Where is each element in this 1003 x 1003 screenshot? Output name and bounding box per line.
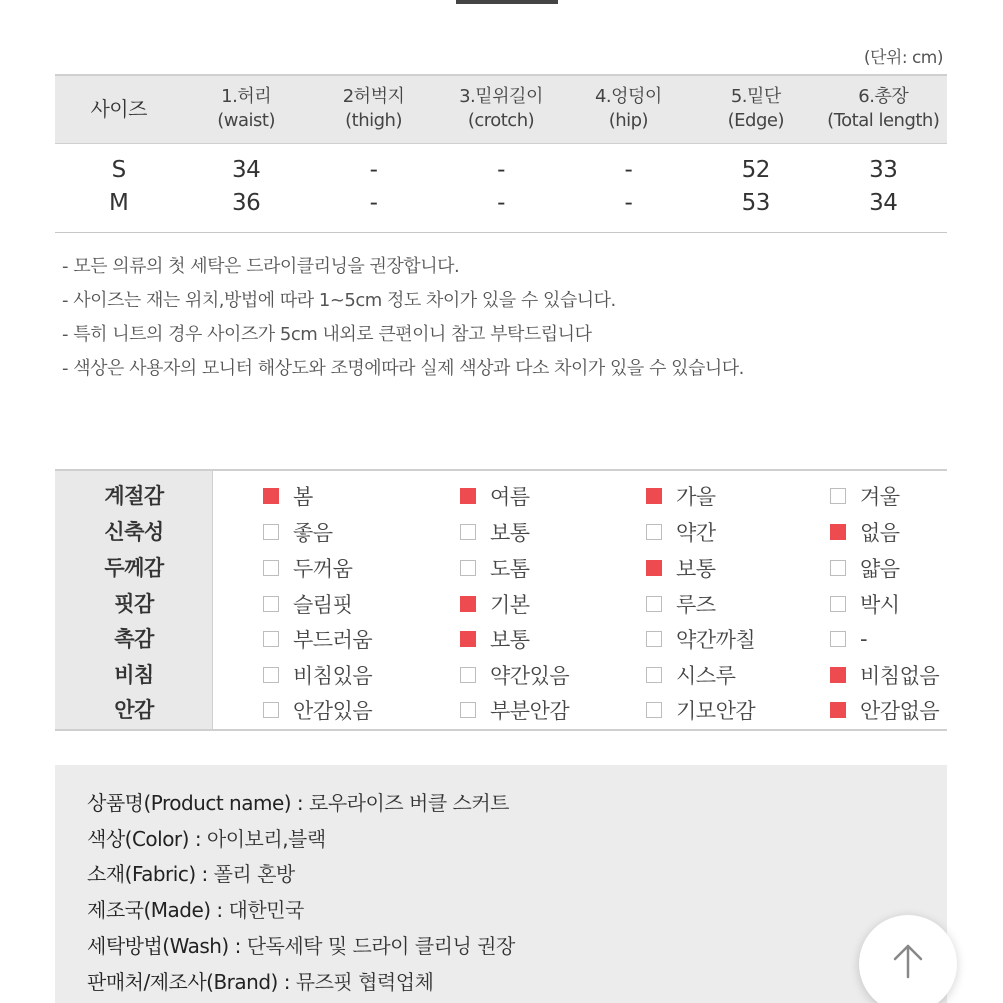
note-item: - 모든 의류의 첫 세탁은 드라이클리닝을 권장합니다. <box>62 256 460 277</box>
unchecked-box-icon <box>646 667 662 683</box>
header-hip: 4.엉덩이 (hip) <box>565 75 692 143</box>
attribute-row <box>55 621 947 657</box>
header-waist: 1.허리 (waist) <box>182 75 309 143</box>
attribute-row <box>55 514 947 550</box>
checked-box-icon <box>830 702 846 718</box>
arrow-up-icon <box>892 943 924 979</box>
attribute-label: 안감 <box>114 698 154 722</box>
attribute-option <box>646 478 716 514</box>
unchecked-box-icon <box>830 560 846 576</box>
attribute-option-label: 도톰 <box>490 557 530 581</box>
unchecked-box-icon <box>830 488 846 504</box>
crotch-cell: - <box>437 187 564 233</box>
attribute-option <box>460 586 530 622</box>
waist-cell: 34 <box>231 156 261 183</box>
attribute-option <box>263 692 372 728</box>
header-thigh: 2허벅지 (thigh) <box>310 75 437 143</box>
checked-box-icon <box>263 488 279 504</box>
attribute-option-label: 좋음 <box>293 521 333 545</box>
attribute-option <box>263 550 352 586</box>
attribute-grid <box>55 469 947 731</box>
scroll-to-top-button[interactable] <box>859 915 957 1003</box>
attribute-row <box>55 586 947 622</box>
attribute-label: 촉감 <box>114 627 154 651</box>
table-row <box>55 143 947 187</box>
attribute-option-label: 루즈 <box>676 593 716 617</box>
attribute-row <box>55 478 947 514</box>
attribute-option-label: 겨울 <box>860 485 900 509</box>
unchecked-box-icon <box>830 596 846 612</box>
unchecked-box-icon <box>263 560 279 576</box>
unchecked-box-icon <box>460 560 476 576</box>
attribute-option <box>830 550 900 586</box>
attribute-option <box>460 657 569 693</box>
attribute-option <box>460 514 530 550</box>
attribute-label: 계절감 <box>104 484 164 508</box>
note-item: - 특히 니트의 경우 사이즈가 5cm 내외로 큰편이니 참고 부탁드립니다 <box>62 324 592 345</box>
unit-label: (단위: cm) <box>863 48 943 68</box>
attribute-option-label: 보통 <box>676 557 716 581</box>
attribute-option <box>830 621 867 657</box>
attribute-label: 신축성 <box>104 520 164 544</box>
attribute-option <box>646 550 716 586</box>
attribute-option <box>646 621 755 657</box>
checked-box-icon <box>830 667 846 683</box>
unchecked-box-icon <box>646 596 662 612</box>
attribute-option <box>646 692 755 728</box>
checked-box-icon <box>830 524 846 540</box>
attribute-option-label: 시스루 <box>676 664 736 688</box>
attribute-option <box>263 478 313 514</box>
attribute-option <box>460 621 530 657</box>
unchecked-box-icon <box>263 667 279 683</box>
attribute-option <box>646 514 716 550</box>
unchecked-box-icon <box>646 702 662 718</box>
attribute-option <box>460 550 530 586</box>
attribute-option-label: 여름 <box>490 485 530 509</box>
attribute-label: 핏감 <box>114 592 154 616</box>
attribute-label: 두께감 <box>104 556 164 580</box>
checked-box-icon <box>460 631 476 647</box>
attribute-row <box>55 550 947 586</box>
attribute-option <box>830 514 900 550</box>
attribute-option <box>263 621 372 657</box>
attribute-row <box>55 692 947 728</box>
unchecked-box-icon <box>263 702 279 718</box>
header-edge: 5.밑단 (Edge) <box>692 75 819 143</box>
total-length-cell: 34 <box>820 187 947 233</box>
attribute-option-label: 부드러움 <box>293 628 373 652</box>
attribute-option <box>830 478 900 514</box>
attribute-option <box>460 692 569 728</box>
size-table <box>55 74 947 233</box>
attribute-option-label: 약간있음 <box>490 664 570 688</box>
unchecked-box-icon <box>263 524 279 540</box>
info-color: 색상(Color) : 아이보리,블랙 <box>87 827 326 851</box>
attribute-option <box>263 514 333 550</box>
note-item: - 사이즈는 재는 위치,방법에 따라 1~5cm 정도 차이가 있을 수 있습니다. <box>62 290 616 311</box>
attribute-option <box>263 586 352 622</box>
unchecked-box-icon <box>460 524 476 540</box>
attribute-option-label: 안감있음 <box>293 699 373 723</box>
header-crotch: 3.밑위길이 (crotch) <box>437 75 564 143</box>
attribute-option-label: 얇음 <box>860 557 900 581</box>
attribute-option <box>646 586 716 622</box>
care-notes <box>62 250 744 386</box>
attribute-option-label: 약간까칠 <box>676 628 756 652</box>
attribute-option <box>460 478 530 514</box>
attribute-option <box>646 657 735 693</box>
info-product-name: 상품명(Product name) : 로우라이즈 버클 스커트 <box>87 791 509 815</box>
size-cell: M <box>55 187 182 233</box>
attribute-option <box>830 586 900 622</box>
attribute-option-label: - <box>860 627 868 651</box>
edge-cell: 53 <box>692 187 819 233</box>
size-table-header <box>55 75 947 143</box>
waist-cell: 36 <box>182 187 309 233</box>
unchecked-box-icon <box>460 702 476 718</box>
checked-box-icon <box>646 560 662 576</box>
header-size: 사이즈 <box>55 75 182 143</box>
note-item: - 색상은 사용자의 모니터 해상도와 조명에따라 실제 색상과 다소 차이가 있을 수 있습니다. <box>62 358 744 379</box>
unchecked-box-icon <box>263 631 279 647</box>
hip-cell: - <box>624 156 633 183</box>
top-divider <box>456 0 558 4</box>
attribute-option-label: 슬림핏 <box>293 593 353 617</box>
size-cell: S <box>111 156 126 183</box>
attribute-label: 비침 <box>114 663 154 687</box>
thigh-cell: - <box>310 187 437 233</box>
attribute-option-label: 비침없음 <box>860 664 940 688</box>
attribute-option-label: 가을 <box>676 485 716 509</box>
attribute-option-label: 보통 <box>490 521 530 545</box>
unchecked-box-icon <box>646 631 662 647</box>
info-brand: 판매처/제조사(Brand) : 뮤즈핏 협력업체 <box>87 970 434 994</box>
info-fabric: 소재(Fabric) : 폴리 혼방 <box>87 862 295 886</box>
checked-box-icon <box>460 596 476 612</box>
info-wash: 세탁방법(Wash) : 단독세탁 및 드라이 클리닝 권장 <box>87 934 515 958</box>
total-length-cell: 33 <box>869 156 898 183</box>
unchecked-box-icon <box>830 631 846 647</box>
attribute-option-label: 비침있음 <box>293 664 373 688</box>
attribute-option-label: 약간 <box>676 521 716 545</box>
attribute-option-label: 박시 <box>860 593 900 617</box>
hip-cell: - <box>565 187 692 233</box>
header-total-length: 6.총장 (Total length) <box>820 75 947 143</box>
attribute-option <box>263 657 372 693</box>
attribute-option-label: 봄 <box>293 485 313 509</box>
attribute-option-label: 보통 <box>490 628 530 652</box>
attribute-option-label: 두꺼움 <box>293 557 353 581</box>
attribute-option-label: 없음 <box>860 521 900 545</box>
attribute-option-label: 기모안감 <box>676 699 756 723</box>
attribute-option <box>830 692 939 728</box>
unchecked-box-icon <box>646 524 662 540</box>
attribute-option-label: 안감없음 <box>860 699 940 723</box>
checked-box-icon <box>646 488 662 504</box>
edge-cell: 52 <box>741 156 770 183</box>
attribute-option-label: 부분안감 <box>490 699 570 723</box>
unchecked-box-icon <box>263 596 279 612</box>
attribute-option <box>830 657 939 693</box>
table-row <box>55 187 947 233</box>
checked-box-icon <box>460 488 476 504</box>
attribute-option-label: 기본 <box>490 593 530 617</box>
unchecked-box-icon <box>460 667 476 683</box>
thigh-cell: - <box>369 156 378 183</box>
attribute-row <box>55 657 947 693</box>
crotch-cell: - <box>497 156 505 183</box>
product-info-box <box>55 765 947 1003</box>
info-made: 제조국(Made) : 대한민국 <box>87 898 304 922</box>
